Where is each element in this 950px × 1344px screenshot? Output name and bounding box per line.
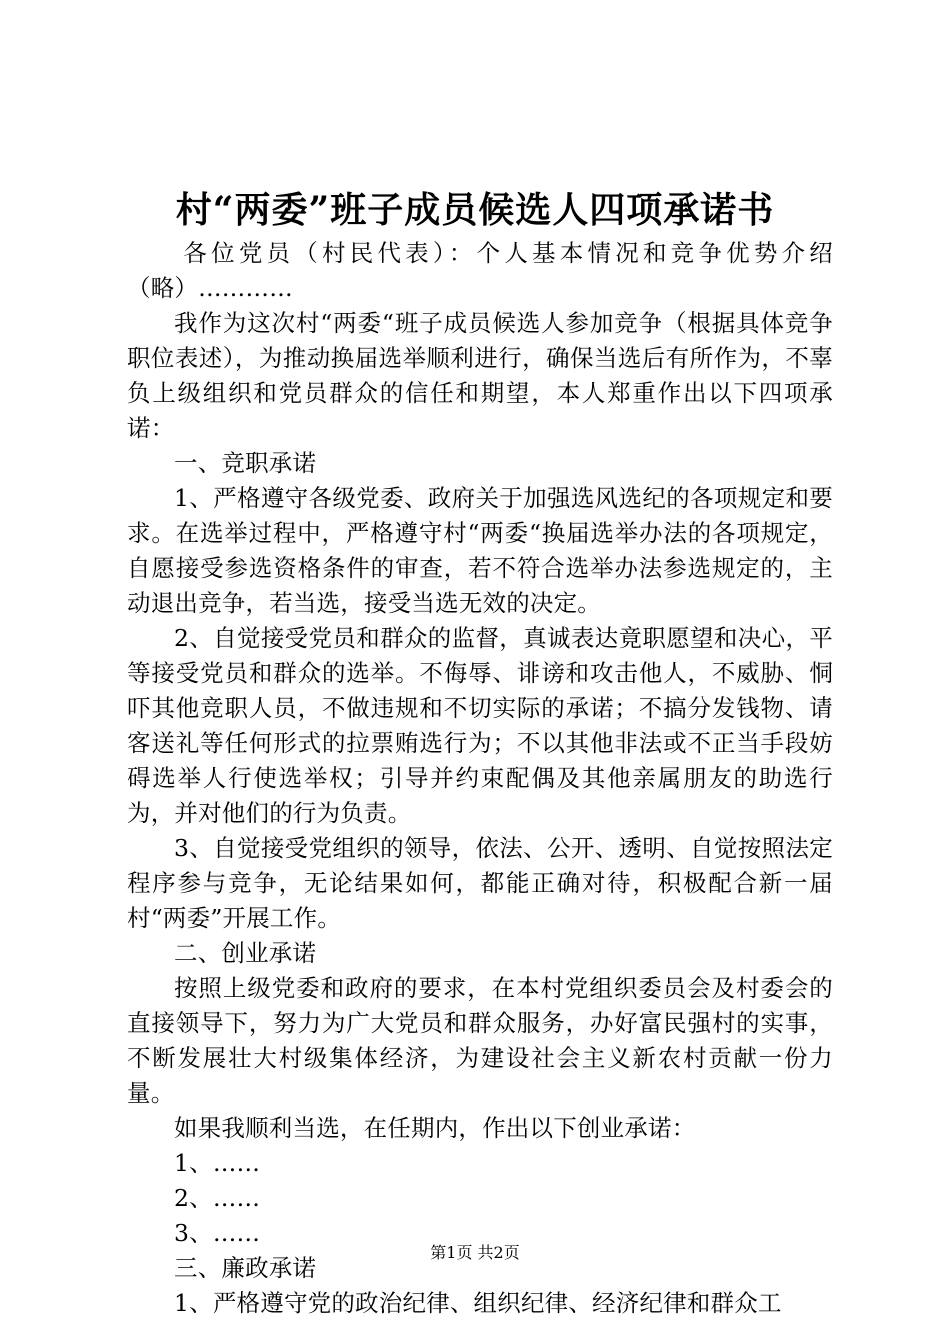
list-item: 1、…… <box>174 1149 261 1177</box>
section-heading-2: 二、创业承诺 <box>174 939 317 967</box>
list-item: 3、…… <box>174 1219 261 1247</box>
body-paragraph: 2、自觉接受党员和群众的监督，真诚表达竟职愿望和决心，平等接受党员和群众的选举。不侮辱、诽谤和攻击他人，不威胁、恫吓其他竞职人员，不做违规和不切实际的承诺；不搞分发钱物、请客送礼等任何形式的拉票贿选行为；不以其他非法或不正当手段妨碍选举人行使选举权；引导并约束配偶及其他亲属朋友的助选行为，并对他们的行为负责。 <box>127 624 833 827</box>
body-paragraph: 1、严格遵守党的政治纪律、组织纪律、经济纪律和群众工 <box>174 1289 782 1317</box>
document-title: 村“两委”班子成员候选人四项承诺书 <box>175 189 775 231</box>
page-footer: 第1页 共2页 <box>430 1243 520 1262</box>
section-heading-1: 一、竞职承诺 <box>174 449 317 477</box>
salutation-paragraph: 各位党员（村民代表）：个人基本情况和竞争优势介绍（略）………… <box>127 239 833 302</box>
document-body <box>127 236 833 1321</box>
body-paragraph: 1、严格遵守各级党委、政府关于加强选风选纪的各项规定和要求。在选举过程中，严格遵守村“两委“换届选举办法的各项规定，自愿接受参选资格条件的审查，若不符合选举办法参选规定的，主动退出竞争，若当选，接受当选无效的决定。 <box>127 484 833 617</box>
body-paragraph: 3、自觉接受党组织的领导，依法、公开、透明、自觉按照法定程序参与竞争，无论结果如何，都能正确对待，积极配合新一届村“两委”开展工作。 <box>127 834 833 932</box>
intro-paragraph: 我作为这次村“两委“班子成员候选人参加竞争（根据具体竞争职位表述），为推动换届选举顺利进行，确保当选后有所作为，不辜负上级组织和党员群众的信任和期望，本人郑重作出以下四项承诺： <box>127 309 833 442</box>
section-heading-3: 三、廉政承诺 <box>174 1254 317 1282</box>
list-item: 2、…… <box>174 1184 261 1212</box>
body-paragraph: 如果我顺利当选，在任期内，作出以下创业承诺： <box>174 1114 696 1142</box>
body-paragraph: 按照上级党委和政府的要求，在本村党组织委员会及村委会的直接领导下，努力为广大党员和群众服务，办好富民强村的实事，不断发展壮大村级集体经济，为建设社会主义新农村贡献一份力量。 <box>127 974 833 1107</box>
